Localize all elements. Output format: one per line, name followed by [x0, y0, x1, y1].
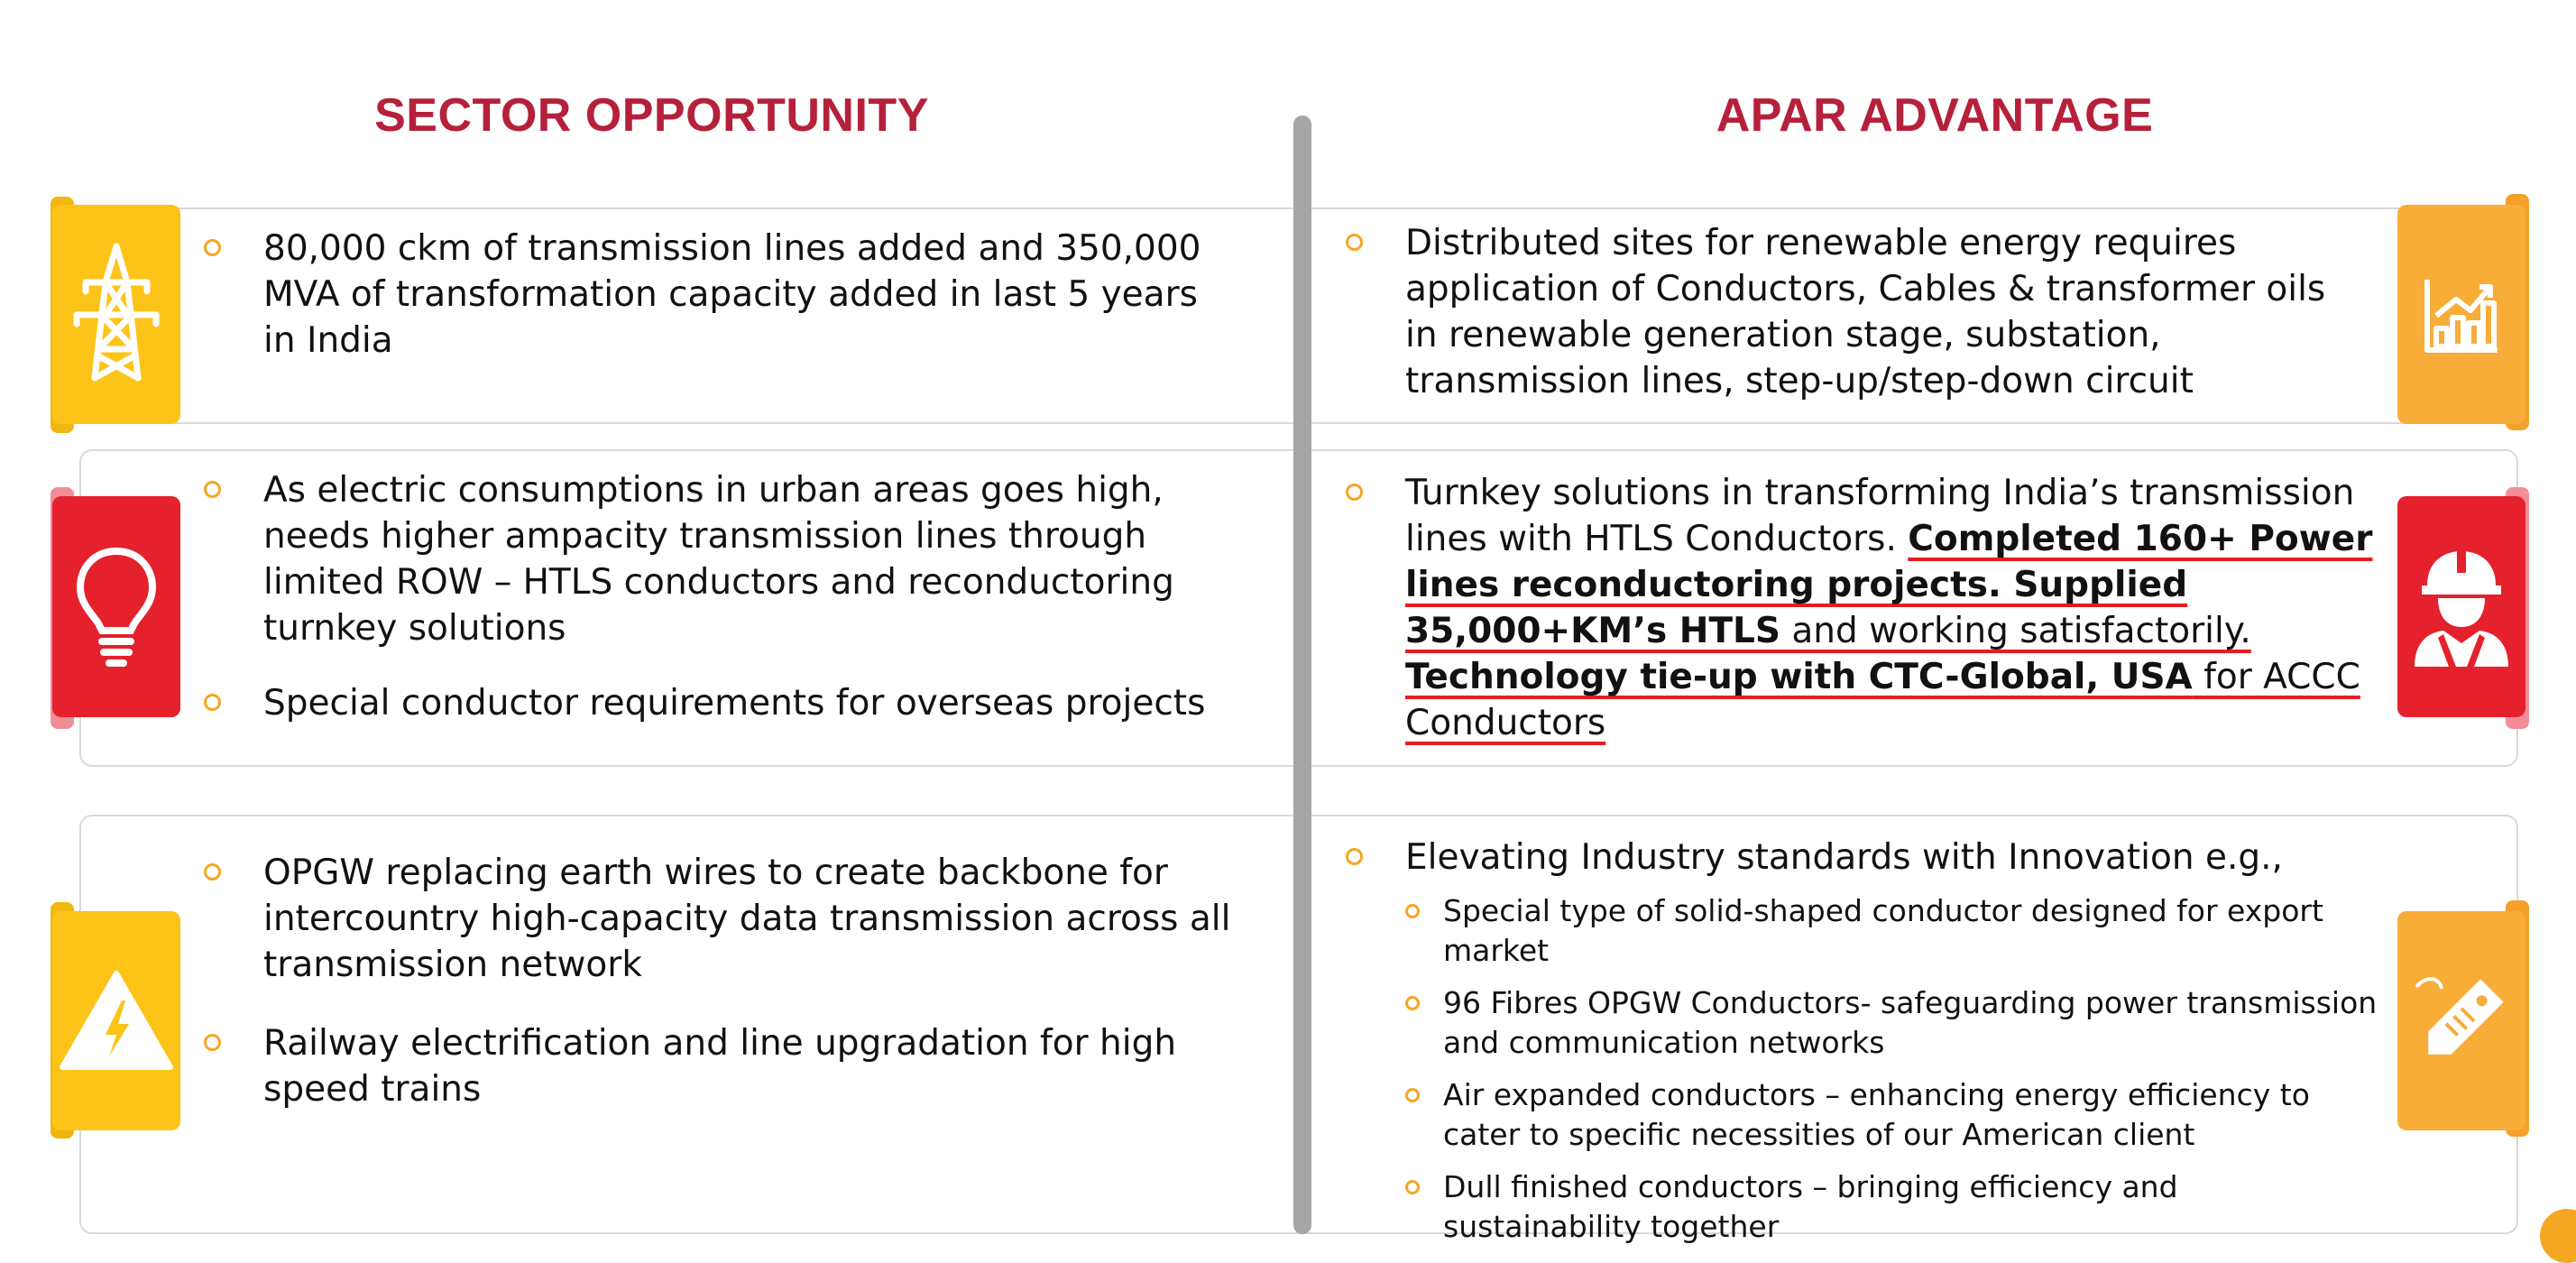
advantage-row1-content — [1346, 220, 2365, 404]
list-item: Turnkey solutions in transforming India’s transmission lines with HTLS Conductors. Completed 160+ Power lines reconductoring projects. Supplied 35,000+KM’s HTLS and working satisfactorily. Technology tie-up with CTC-Global, USA for ACCC Conductors — [1346, 470, 2383, 746]
list-item: Special conductor requirements for overseas projects — [204, 680, 1232, 726]
bullet-icon — [1346, 234, 1363, 251]
apar-advantage-heading: APAR ADVANTAGE — [1716, 89, 2154, 142]
sub-bullet-icon — [1405, 996, 1420, 1010]
sub-list-item: Air expanded conductors – enhancing energy efficiency to cater to specific necessities of our American client — [1405, 1075, 2383, 1155]
highlight-ctc-global: Technology tie-up with CTC-Global, USA — [1405, 657, 2193, 697]
list-item: As electric consumptions in urban areas goes high, needs higher ampacity transmission lines through limited ROW – HTLS conductors and reconductoring turnkey solutions — [204, 467, 1232, 651]
list-item: Distributed sites for renewable energy requires application of Conductors, Cables & transformer oils in renewable generation stage, substation, transmission lines, step-up/step-down circuit — [1346, 220, 2365, 404]
row1-left-tab — [52, 205, 180, 424]
row1-right-tab — [2397, 205, 2525, 424]
light-bulb-icon — [73, 544, 160, 670]
row3-left-tab — [52, 911, 180, 1130]
bullet-icon — [204, 694, 221, 711]
row2-right-tab — [2397, 496, 2525, 717]
sector-row3-content — [204, 850, 1232, 1112]
highlight-projects: Completed 160+ Power lines reconductoring projects. Supplied 35,000+KM’s HTLS — [1405, 519, 2373, 651]
bar-chart-icon — [2424, 276, 2499, 354]
corner-decoration — [2540, 1209, 2576, 1263]
sub-list-item: Special type of solid-shaped conductor designed for export market — [1405, 891, 2383, 971]
advantage-row3-content — [1346, 834, 2383, 1259]
sub-list-item: 96 Fibres OPGW Conductors- safeguarding power transmission and communication networks — [1405, 983, 2383, 1063]
bullet-icon — [1346, 484, 1363, 501]
list-item: Railway electrification and line upgradation for high speed trains — [204, 1020, 1232, 1112]
engineer-icon — [2407, 544, 2516, 670]
bullet-icon — [1346, 848, 1363, 865]
sub-bullet-icon — [1405, 1088, 1420, 1102]
list-item: 80,000 ckm of transmission lines added and 350,000 MVA of transformation capacity added in last 5 years in India — [204, 226, 1232, 364]
bullet-icon — [204, 863, 221, 880]
row3-right-tab — [2397, 911, 2525, 1130]
sector-row1-content — [204, 226, 1232, 364]
sub-bullet-icon — [1405, 1180, 1420, 1194]
list-item: Elevating Industry standards with Innovation e.g., Special type of solid-shaped conductor designed for export market 96 Fibres OPGW Conductors- safeguarding power transmission and communication networks Air expanded conductors – enhancing energy efficiency to cater to specific necessities of our American client Dull finished conductors – bringing efficiency and sustainability together — [1346, 834, 2383, 1247]
transmission-tower-icon — [69, 243, 163, 387]
price-tag-icon — [2409, 969, 2514, 1074]
sector-row2-content — [204, 467, 1232, 726]
high-voltage-warning-icon — [59, 970, 174, 1073]
bullet-icon — [204, 1034, 221, 1051]
list-item: OPGW replacing earth wires to create backbone for intercountry high-capacity data transmission across all transmission network — [204, 850, 1232, 988]
bullet-icon — [204, 239, 221, 256]
column-divider — [1293, 115, 1311, 1234]
row2-left-tab — [52, 496, 180, 717]
bullet-icon — [204, 481, 221, 498]
sub-list-item: Dull finished conductors – bringing efficiency and sustainability together — [1405, 1167, 2383, 1247]
sector-opportunity-heading: SECTOR OPPORTUNITY — [374, 89, 929, 142]
sub-list — [1405, 891, 2383, 1247]
sub-bullet-icon — [1405, 904, 1420, 918]
advantage-row2-content — [1346, 470, 2383, 746]
